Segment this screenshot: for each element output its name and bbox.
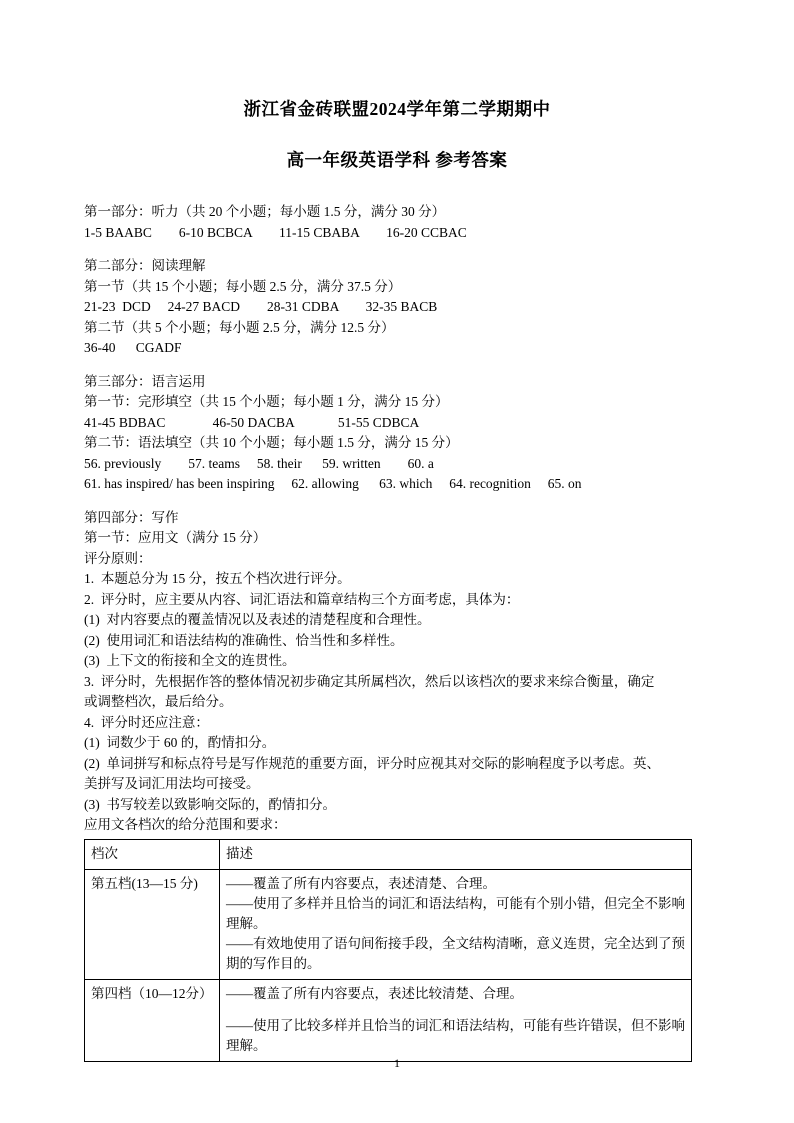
section-writing-line-12: (1) 词数少于 60 的，酌情扣分。 [84, 735, 276, 750]
section-writing-line-13: (2) 单词拼写和标点符号是写作规范的重要方面，评分时应视其对交际的影响程度予以考虑。英、 [84, 755, 660, 771]
description-line: ——使用了比较多样并且恰当的词汇和语法结构，可能有些许错误，但不影响理解。 [226, 1017, 685, 1053]
spacer [84, 359, 710, 372]
section-listening-line-2: 1-5 BAABC 6-10 BCBCA 11-15 CBABA 16-20 CCBAC [84, 224, 467, 240]
section-writing-line-10: 或调整档次，最后给分。 [84, 694, 233, 709]
page-title-line-1: 浙江省金砖联盟2024学年第二学期期中 [243, 99, 551, 119]
section-writing-line-15: (3) 书写较差以致影响交际的，酌情扣分。 [84, 796, 336, 812]
section-reading-line-3: 21-23 DCD 24-27 BACD 28-31 CDBA 32-35 BACB [84, 299, 438, 314]
section-writing-line-9: 3. 评分时，先根据作答的整体情况初步确定其所属档次，然后以该档次的要求来综合衡量，确定 [84, 673, 655, 689]
section-writing-line-11: 4. 评分时还应注意： [84, 714, 209, 730]
answer-body [84, 202, 710, 1062]
description-line: ——使用了多样并且恰当的词汇和语法结构，可能有个别小错，但完全不影响理解。 [226, 895, 685, 931]
section-reading-line-1: 第二部分：阅读理解 [84, 258, 206, 273]
section-language-use-line-4: 第二节：语法填空（共 10 个小题；每小题 1.5 分，满分 15 分） [84, 435, 459, 450]
section-listening-line-1: 第一部分：听力（共 20 个小题；每小题 1.5 分，满分 30 分） [84, 204, 446, 219]
section-language-use-line-3: 41-45 BDBAC 46-50 DACBA 51-55 CDBCA [84, 414, 420, 430]
spacer [84, 495, 710, 508]
section-writing-line-8: (3) 上下文的衔接和全文的连贯性。 [84, 653, 296, 668]
table-header-level: 档次 [85, 839, 220, 869]
section-writing-line-3: 评分原则： [84, 550, 152, 566]
section-listening [84, 202, 710, 243]
table-row [85, 869, 692, 979]
section-language-use-line-1: 第三部分：语言运用 [84, 373, 206, 389]
table-cell-level-4: 第四档（10—12分） [85, 979, 220, 1061]
section-writing-line-14: 美拼写及词汇用法均可接受。 [84, 776, 260, 791]
section-writing [84, 508, 710, 836]
section-writing-line-16: 应用文各档次的给分范围和要求： [84, 817, 287, 832]
table-row [85, 979, 692, 1061]
page-number: 1 [394, 1056, 400, 1070]
section-reading-line-4: 第二节（共 5 个小题；每小题 2.5 分，满分 12.5 分） [84, 319, 395, 335]
table-cell-description-5 [220, 869, 692, 979]
title-block [84, 96, 710, 172]
description-line: ——有效地使用了语句间衔接手段，全文结构清晰，意义连贯，完全达到了预期的写作目的。 [226, 935, 685, 971]
section-reading [84, 256, 710, 359]
table-header-description: 描述 [220, 839, 692, 869]
section-writing-line-6: (1) 对内容要点的覆盖情况以及表述的清楚程度和合理性。 [84, 612, 431, 627]
section-writing-line-1: 第四部分：写作 [84, 509, 179, 525]
table-cell-description-4 [220, 979, 692, 1061]
section-writing-line-5: 2. 评分时，应主要从内容、词汇语法和篇章结构三个方面考虑，具体为： [84, 591, 520, 607]
description-line: ——覆盖了所有内容要点，表述比较清楚、合理。 [226, 985, 523, 1001]
section-writing-line-4: 1. 本题总分为 15 分，按五个档次进行评分。 [84, 571, 351, 586]
table-header-row [85, 839, 692, 869]
score-criteria-table [84, 839, 692, 1062]
section-reading-line-5: 36-40 CGADF [84, 340, 182, 355]
page-title-line-2: 高一年级英语学科 参考答案 [286, 150, 508, 170]
section-writing-line-7: (2) 使用词汇和语法结构的准确性、恰当性和多样性。 [84, 632, 404, 648]
section-writing-line-2: 第一节：应用文（满分 15 分） [84, 530, 267, 545]
section-language-use-line-2: 第一节：完形填空（共 15 个小题；每小题 1 分，满分 15 分） [84, 394, 449, 409]
section-language-use [84, 372, 710, 495]
spacer [84, 243, 710, 256]
table-cell-level-5: 第五档(13—15 分) [85, 869, 220, 979]
description-line: ——覆盖了所有内容要点，表述清楚、合理。 [226, 875, 496, 891]
section-language-use-line-6: 61. has inspired/ has been inspiring 62. allowing 63. which 64. recognition 65. on [84, 476, 582, 491]
section-reading-line-2: 第一节（共 15 个小题；每小题 2.5 分，满分 37.5 分） [84, 278, 402, 294]
section-language-use-line-5: 56. previously 57. teams 58. their 59. written 60. a [84, 455, 434, 471]
